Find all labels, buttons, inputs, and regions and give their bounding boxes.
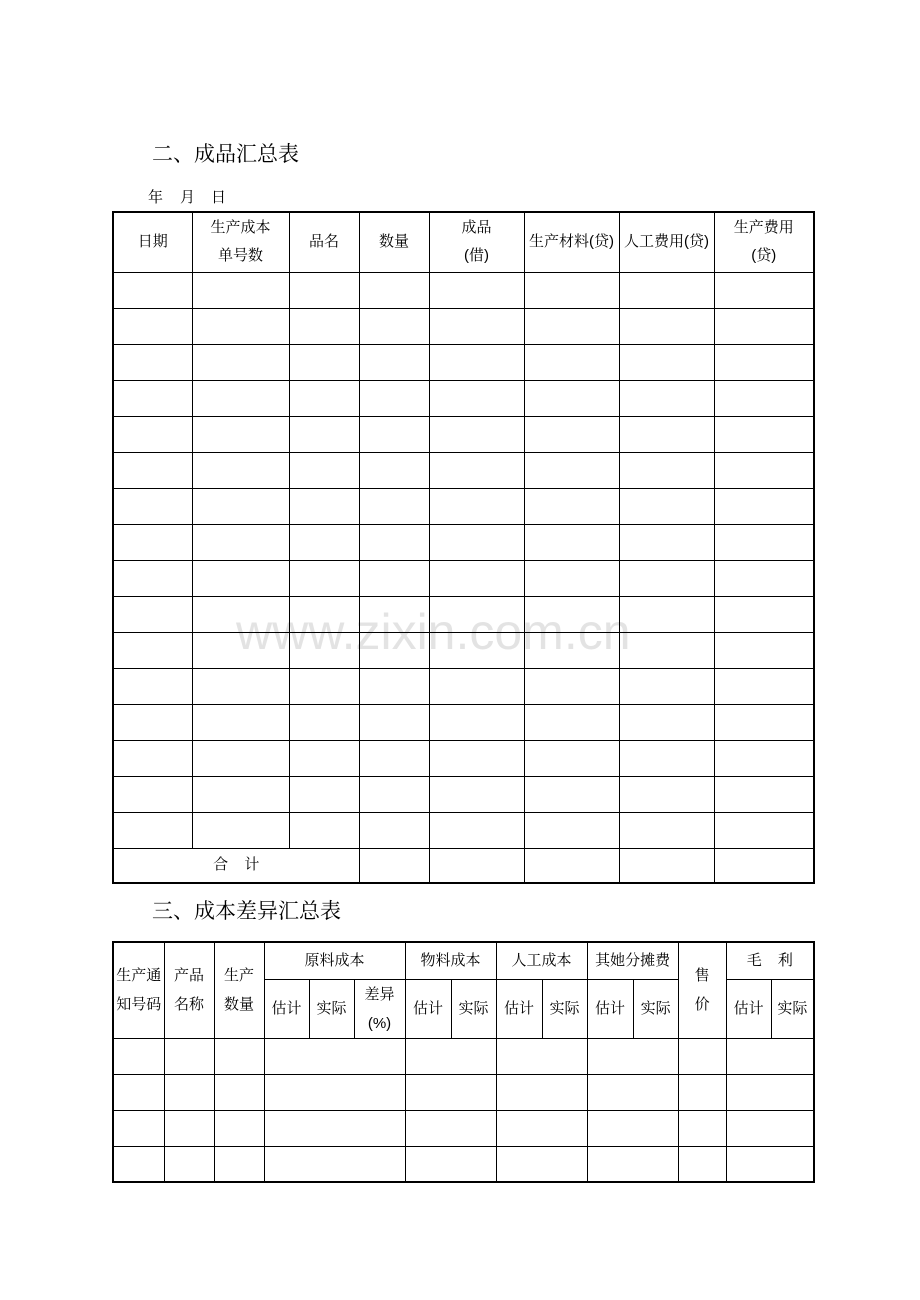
- table-cell: [192, 560, 289, 596]
- table-row: [113, 488, 814, 524]
- table-cell: [192, 776, 289, 812]
- table-cell: [359, 380, 429, 416]
- table-cell: [619, 452, 714, 488]
- table-cell: [619, 596, 714, 632]
- table-cell: [359, 524, 429, 560]
- table-cell: [192, 344, 289, 380]
- table-cell: [714, 704, 814, 740]
- table-cell: [113, 740, 192, 776]
- table-cell: [192, 812, 289, 848]
- table-cell: [714, 524, 814, 560]
- table-cell: [714, 776, 814, 812]
- table-row: [113, 416, 814, 452]
- table-cell: [619, 740, 714, 776]
- total-label-cell: [113, 848, 359, 883]
- table-cell: [619, 776, 714, 812]
- table-cell: [714, 488, 814, 524]
- header-notice-no-line2: 知号码: [116, 996, 162, 1014]
- header-materials: 生产材料(贷): [524, 212, 619, 272]
- table-cell: [113, 488, 192, 524]
- table-cell: [192, 272, 289, 308]
- table-cell: [289, 308, 359, 344]
- table-cell: [359, 740, 429, 776]
- table-cell: [714, 632, 814, 668]
- table-row: [113, 452, 814, 488]
- date-month-label: 月: [180, 189, 196, 206]
- table-cell: [359, 452, 429, 488]
- table-cell: [113, 668, 192, 704]
- header-date: 日期: [113, 212, 192, 272]
- table-cell: [214, 1038, 264, 1074]
- table-cell: [289, 596, 359, 632]
- table-cell: [678, 1074, 726, 1110]
- table-cell: [192, 452, 289, 488]
- header-labor-cost: 人工成本: [496, 942, 587, 979]
- table-cell: [524, 704, 619, 740]
- subheader-actual: 实际: [451, 979, 496, 1038]
- table-cell: [359, 812, 429, 848]
- summary-table-title: 二、成品汇总表: [152, 143, 299, 166]
- table-row: [113, 1038, 814, 1074]
- table-cell: [619, 632, 714, 668]
- table-cell: [714, 668, 814, 704]
- table-cell: [359, 308, 429, 344]
- table-row: [113, 704, 814, 740]
- table-cell: [359, 344, 429, 380]
- table-cell: [429, 380, 524, 416]
- table-cell: [429, 524, 524, 560]
- table-cell: [619, 380, 714, 416]
- table-cell: [113, 1146, 164, 1182]
- subheader-estimate: 估计: [496, 979, 542, 1038]
- table-row: [113, 1074, 814, 1110]
- table-cell: [192, 632, 289, 668]
- table-cell: [524, 740, 619, 776]
- header-qty-line1: 生产: [223, 967, 254, 985]
- table-cell: [524, 596, 619, 632]
- header-notice-no-line1: 生产通: [116, 967, 162, 985]
- header-cost-order-no-line1: 生产成本: [210, 219, 271, 237]
- table-cell: [113, 704, 192, 740]
- table-cell: [359, 272, 429, 308]
- total-label: 合 计: [213, 856, 260, 874]
- header-product-line1: 产品: [173, 967, 204, 985]
- subheader-variance: [354, 979, 405, 1038]
- finished-goods-summary-table: [112, 211, 815, 884]
- table-row: [113, 812, 814, 848]
- table-cell: [429, 272, 524, 308]
- table-cell: [192, 668, 289, 704]
- table-cell: [113, 416, 192, 452]
- table-cell: [164, 1074, 214, 1110]
- header-quantity: 数量: [359, 212, 429, 272]
- table-cell: [496, 1074, 587, 1110]
- table-cell: [429, 668, 524, 704]
- header-sale-price: [678, 942, 726, 1038]
- table-cell: [113, 632, 192, 668]
- table-cell: [524, 812, 619, 848]
- table-cell: [405, 1038, 496, 1074]
- header-supplies-cost: 物料成本: [405, 942, 496, 979]
- table-cell: [429, 704, 524, 740]
- table-cell: [113, 776, 192, 812]
- table-cell: [714, 452, 814, 488]
- subheader-actual: 实际: [633, 979, 678, 1038]
- table-cell: [192, 416, 289, 452]
- table-cell: [113, 560, 192, 596]
- table-cell: [714, 740, 814, 776]
- table-cell: [524, 272, 619, 308]
- table-cell: [496, 1146, 587, 1182]
- table-cell: [429, 596, 524, 632]
- table-cell: [524, 380, 619, 416]
- table-cell: [429, 848, 524, 883]
- header-finished-goods: [429, 212, 524, 272]
- subheader-estimate: 估计: [264, 979, 309, 1038]
- watermark: www.zixin.com.cn: [236, 604, 631, 660]
- table-cell: [587, 1146, 678, 1182]
- table-cell: [714, 416, 814, 452]
- table-cell: [619, 488, 714, 524]
- table-cell: [714, 308, 814, 344]
- table-cell: [619, 272, 714, 308]
- table-cell: [113, 596, 192, 632]
- table-cell: [289, 812, 359, 848]
- table-cell: [192, 524, 289, 560]
- table-cell: [214, 1110, 264, 1146]
- header-price-line2: 价: [694, 996, 710, 1014]
- table-cell: [359, 416, 429, 452]
- table-cell: [192, 704, 289, 740]
- table-cell: [726, 1038, 814, 1074]
- table-cell: [113, 380, 192, 416]
- subheader-actual: 实际: [542, 979, 587, 1038]
- table-cell: [289, 452, 359, 488]
- table-cell: [289, 524, 359, 560]
- table-cell: [619, 524, 714, 560]
- table-cell: [726, 1074, 814, 1110]
- table-cell: [619, 308, 714, 344]
- total-row: [113, 848, 814, 883]
- subheader-variance-line2: (%): [367, 1014, 392, 1032]
- table-row: [113, 380, 814, 416]
- table-cell: [289, 632, 359, 668]
- table-row: [113, 560, 814, 596]
- table-cell: [113, 1074, 164, 1110]
- header-product-line2: 名称: [173, 996, 204, 1014]
- table-cell: [726, 1146, 814, 1182]
- table-cell: [164, 1110, 214, 1146]
- table-cell: [264, 1038, 405, 1074]
- table-cell: [524, 668, 619, 704]
- table-cell: [113, 344, 192, 380]
- table-header-row: [113, 212, 814, 272]
- table-row: [113, 776, 814, 812]
- table-row: [113, 596, 814, 632]
- table-cell: [429, 416, 524, 452]
- table-cell: [289, 416, 359, 452]
- table-cell: [619, 416, 714, 452]
- header-gross-profit: [726, 942, 814, 979]
- table-cell: [264, 1110, 405, 1146]
- subheader-actual: 实际: [771, 979, 814, 1038]
- table-cell: [359, 488, 429, 524]
- table-cell: [429, 560, 524, 596]
- header-raw-material-cost: 原料成本: [264, 942, 405, 979]
- header-product-name: [164, 942, 214, 1038]
- subheader-estimate: 估计: [405, 979, 451, 1038]
- table-cell: [289, 740, 359, 776]
- table-body: [113, 1038, 814, 1182]
- table-cell: [429, 488, 524, 524]
- table-cell: [714, 560, 814, 596]
- table-cell: [587, 1038, 678, 1074]
- table-cell: [359, 848, 429, 883]
- table-row: [113, 272, 814, 308]
- table-cell: [726, 1110, 814, 1146]
- table-row: [113, 524, 814, 560]
- variance-table-title: 三、成本差异汇总表: [152, 900, 341, 923]
- table-cell: [214, 1146, 264, 1182]
- date-day-label: 日: [211, 189, 227, 206]
- table-cell: [289, 488, 359, 524]
- table-cell: [587, 1110, 678, 1146]
- header-other-allocated: 其她分摊费: [587, 942, 678, 979]
- table-row: [113, 308, 814, 344]
- subheader-variance-line1: 差异: [364, 985, 395, 1003]
- table-cell: [524, 308, 619, 344]
- header-finished-goods-line1: 成品: [461, 219, 492, 237]
- table-cell: [429, 632, 524, 668]
- table-cell: [359, 776, 429, 812]
- table-cell: [192, 488, 289, 524]
- table-body: [113, 272, 814, 848]
- table-cell: [192, 740, 289, 776]
- table-cell: [359, 560, 429, 596]
- table-cell: [164, 1038, 214, 1074]
- table-cell: [359, 632, 429, 668]
- subheader-actual: 实际: [309, 979, 354, 1038]
- table-cell: [113, 1038, 164, 1074]
- table-cell: [714, 344, 814, 380]
- table-cell: [619, 848, 714, 883]
- table-cell: [405, 1074, 496, 1110]
- header-production-qty: [214, 942, 264, 1038]
- table-cell: [289, 560, 359, 596]
- header-qty-line2: 数量: [223, 996, 254, 1014]
- table-cell: [619, 560, 714, 596]
- table-cell: [264, 1074, 405, 1110]
- header-cost-order-no-line2: 单号数: [217, 247, 263, 265]
- table-cell: [289, 380, 359, 416]
- table-row: [113, 1110, 814, 1146]
- table-cell: [289, 272, 359, 308]
- table-cell: [359, 668, 429, 704]
- table-cell: [164, 1146, 214, 1182]
- table-cell: [524, 524, 619, 560]
- table-cell: [113, 524, 192, 560]
- header-overhead-line1: 生产费用: [733, 219, 794, 237]
- table-row: [113, 668, 814, 704]
- subheader-estimate: 估计: [587, 979, 633, 1038]
- table-row: [113, 740, 814, 776]
- table-cell: [524, 452, 619, 488]
- table-cell: [714, 812, 814, 848]
- table-cell: [496, 1110, 587, 1146]
- table-cell: [619, 704, 714, 740]
- table-cell: [429, 776, 524, 812]
- table-cell: [192, 308, 289, 344]
- table-cell: [714, 596, 814, 632]
- table-cell: [524, 560, 619, 596]
- table-cell: [678, 1038, 726, 1074]
- table-cell: [113, 1110, 164, 1146]
- table-cell: [429, 452, 524, 488]
- table-cell: [405, 1110, 496, 1146]
- table-cell: [619, 344, 714, 380]
- table-cell: [714, 848, 814, 883]
- table-cell: [289, 776, 359, 812]
- table-cell: [359, 704, 429, 740]
- subheader-estimate: 估计: [726, 979, 771, 1038]
- header-overhead-line2: (贷): [751, 247, 777, 265]
- table-cell: [429, 344, 524, 380]
- header-finished-goods-line2: (借): [464, 247, 489, 265]
- table-cell: [405, 1146, 496, 1182]
- table-cell: [289, 704, 359, 740]
- table-cell: [524, 776, 619, 812]
- table-row: [113, 1146, 814, 1182]
- header-notice-no: [113, 942, 164, 1038]
- table-cell: [619, 668, 714, 704]
- header-price-line1: 售: [694, 967, 710, 985]
- table-cell: [524, 416, 619, 452]
- table-cell: [289, 668, 359, 704]
- header-product-name: 品名: [289, 212, 359, 272]
- table-cell: [524, 344, 619, 380]
- table-cell: [214, 1074, 264, 1110]
- table-cell: [429, 308, 524, 344]
- table-cell: [678, 1146, 726, 1182]
- table-row: [113, 344, 814, 380]
- header-gross-profit-label: 毛 利: [746, 952, 793, 970]
- table-cell: [113, 812, 192, 848]
- header-cost-order-no: [192, 212, 289, 272]
- table-cell: [714, 380, 814, 416]
- table-cell: [192, 380, 289, 416]
- table-cell: [678, 1110, 726, 1146]
- table-cell: [113, 308, 192, 344]
- table-cell: [113, 452, 192, 488]
- table-cell: [429, 740, 524, 776]
- table-cell: [524, 632, 619, 668]
- table-cell: [289, 344, 359, 380]
- header-overhead: [714, 212, 814, 272]
- table-cell: [524, 488, 619, 524]
- table-cell: [524, 848, 619, 883]
- table-cell: [113, 272, 192, 308]
- table-cell: [264, 1146, 405, 1182]
- table-row: [113, 632, 814, 668]
- header-labor: 人工费用(贷): [619, 212, 714, 272]
- table-cell: [714, 272, 814, 308]
- table-cell: [587, 1074, 678, 1110]
- table-cell: [429, 812, 524, 848]
- table-cell: [192, 596, 289, 632]
- date-year-label: 年: [148, 189, 164, 206]
- table-cell: [359, 596, 429, 632]
- table-cell: [496, 1038, 587, 1074]
- table-header-row: [113, 942, 814, 979]
- cost-variance-summary-table: [112, 941, 815, 1183]
- table-cell: [619, 812, 714, 848]
